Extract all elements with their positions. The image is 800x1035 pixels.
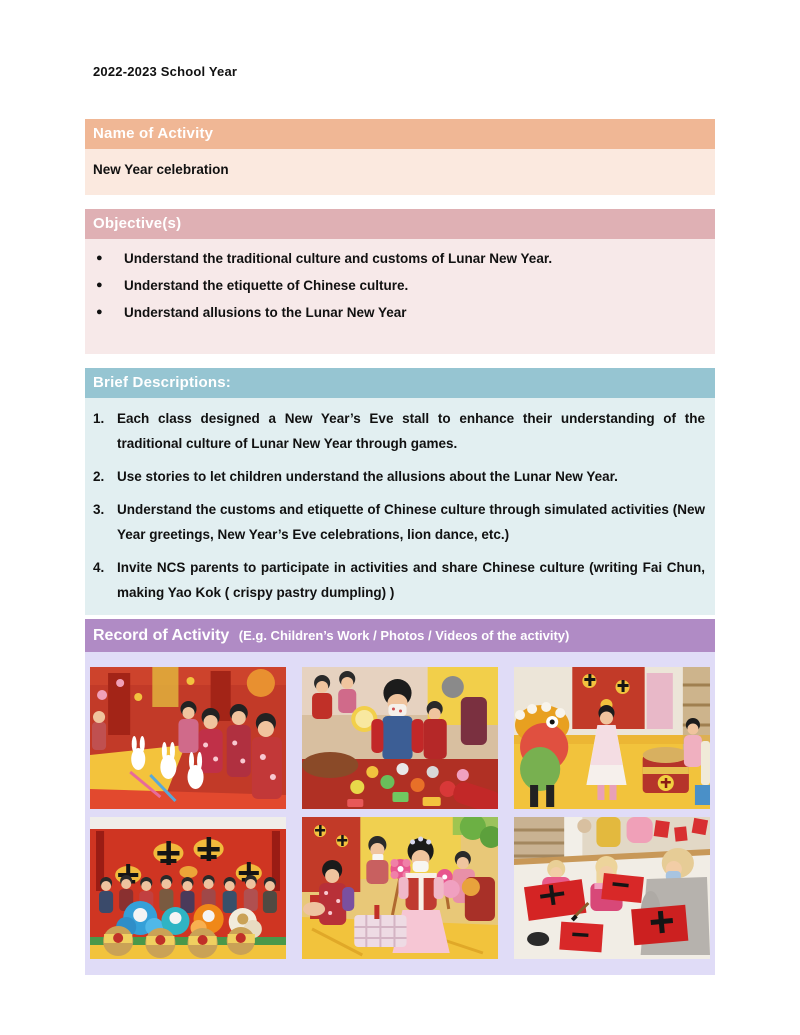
description-text: Each class designed a New Year’s Eve stall to enhance their understanding of the traditional culture of Lunar New Year through games. bbox=[117, 411, 705, 451]
photo-6-illustration bbox=[514, 817, 710, 959]
description-text: Invite NCS parents to participate in activities and share Chinese culture (writing Fai Chun, making Yao Kok ( crispy pastry dumpling) ) bbox=[117, 560, 705, 600]
description-text: Understand the customs and etiquette of Chinese culture through simulated activities (New Year greetings, New Year’s Eve celebrations, lion dance, etc.) bbox=[117, 502, 705, 542]
section-activity-name bbox=[85, 119, 715, 195]
record-photo-5 bbox=[302, 817, 498, 959]
bullet-icon: ● bbox=[96, 252, 103, 264]
activity-name-value: New Year celebration bbox=[85, 149, 715, 195]
record-photo-4 bbox=[90, 817, 286, 959]
item-number: 3. bbox=[93, 502, 105, 517]
objectives-header: Objective(s) bbox=[85, 209, 715, 239]
document-content bbox=[85, 0, 715, 975]
record-photo-2 bbox=[302, 667, 498, 809]
brief-descriptions-list bbox=[85, 398, 715, 615]
section-brief-descriptions bbox=[85, 368, 715, 615]
bullet-icon: ● bbox=[96, 306, 103, 318]
record-photo-3 bbox=[514, 667, 710, 809]
description-item bbox=[93, 555, 705, 605]
objective-item bbox=[93, 272, 707, 299]
photo-5-illustration bbox=[302, 817, 498, 959]
description-item bbox=[93, 497, 705, 547]
section-objectives bbox=[85, 209, 715, 354]
brief-descriptions-header: Brief Descriptions: bbox=[85, 368, 715, 398]
description-item bbox=[93, 406, 705, 456]
objective-text: Understand the traditional culture and customs of Lunar New Year. bbox=[124, 251, 553, 266]
item-number: 4. bbox=[93, 560, 105, 575]
objective-item bbox=[93, 245, 707, 272]
photo-1-illustration bbox=[90, 667, 286, 809]
description-item bbox=[93, 464, 705, 489]
objective-text: Understand the etiquette of Chinese culture. bbox=[124, 278, 409, 293]
record-photo-6 bbox=[514, 817, 710, 959]
item-number: 2. bbox=[93, 469, 105, 484]
photo-4-illustration bbox=[90, 817, 286, 959]
activity-photos-area bbox=[85, 652, 715, 975]
objective-text: Understand allusions to the Lunar New Year bbox=[124, 305, 407, 320]
objective-item bbox=[93, 299, 707, 326]
record-of-activity-header bbox=[85, 619, 715, 652]
bullet-icon: ● bbox=[96, 279, 103, 291]
item-number: 1. bbox=[93, 411, 105, 426]
objectives-list bbox=[85, 239, 715, 354]
photo-row-1 bbox=[90, 667, 710, 809]
description-text: Use stories to let children understand the allusions about the Lunar New Year. bbox=[117, 469, 618, 484]
photo-3-illustration bbox=[514, 667, 710, 809]
record-header-title: Record of Activity bbox=[93, 627, 230, 644]
activity-name-header: Name of Activity bbox=[85, 119, 715, 149]
photo-row-2 bbox=[90, 817, 710, 959]
photo-2-illustration bbox=[302, 667, 498, 809]
school-year-title: 2022-2023 School Year bbox=[93, 64, 238, 79]
record-photo-1 bbox=[90, 667, 286, 809]
record-header-note: (E.g. Children’s Work / Photos / Videos of the activity) bbox=[238, 628, 570, 643]
